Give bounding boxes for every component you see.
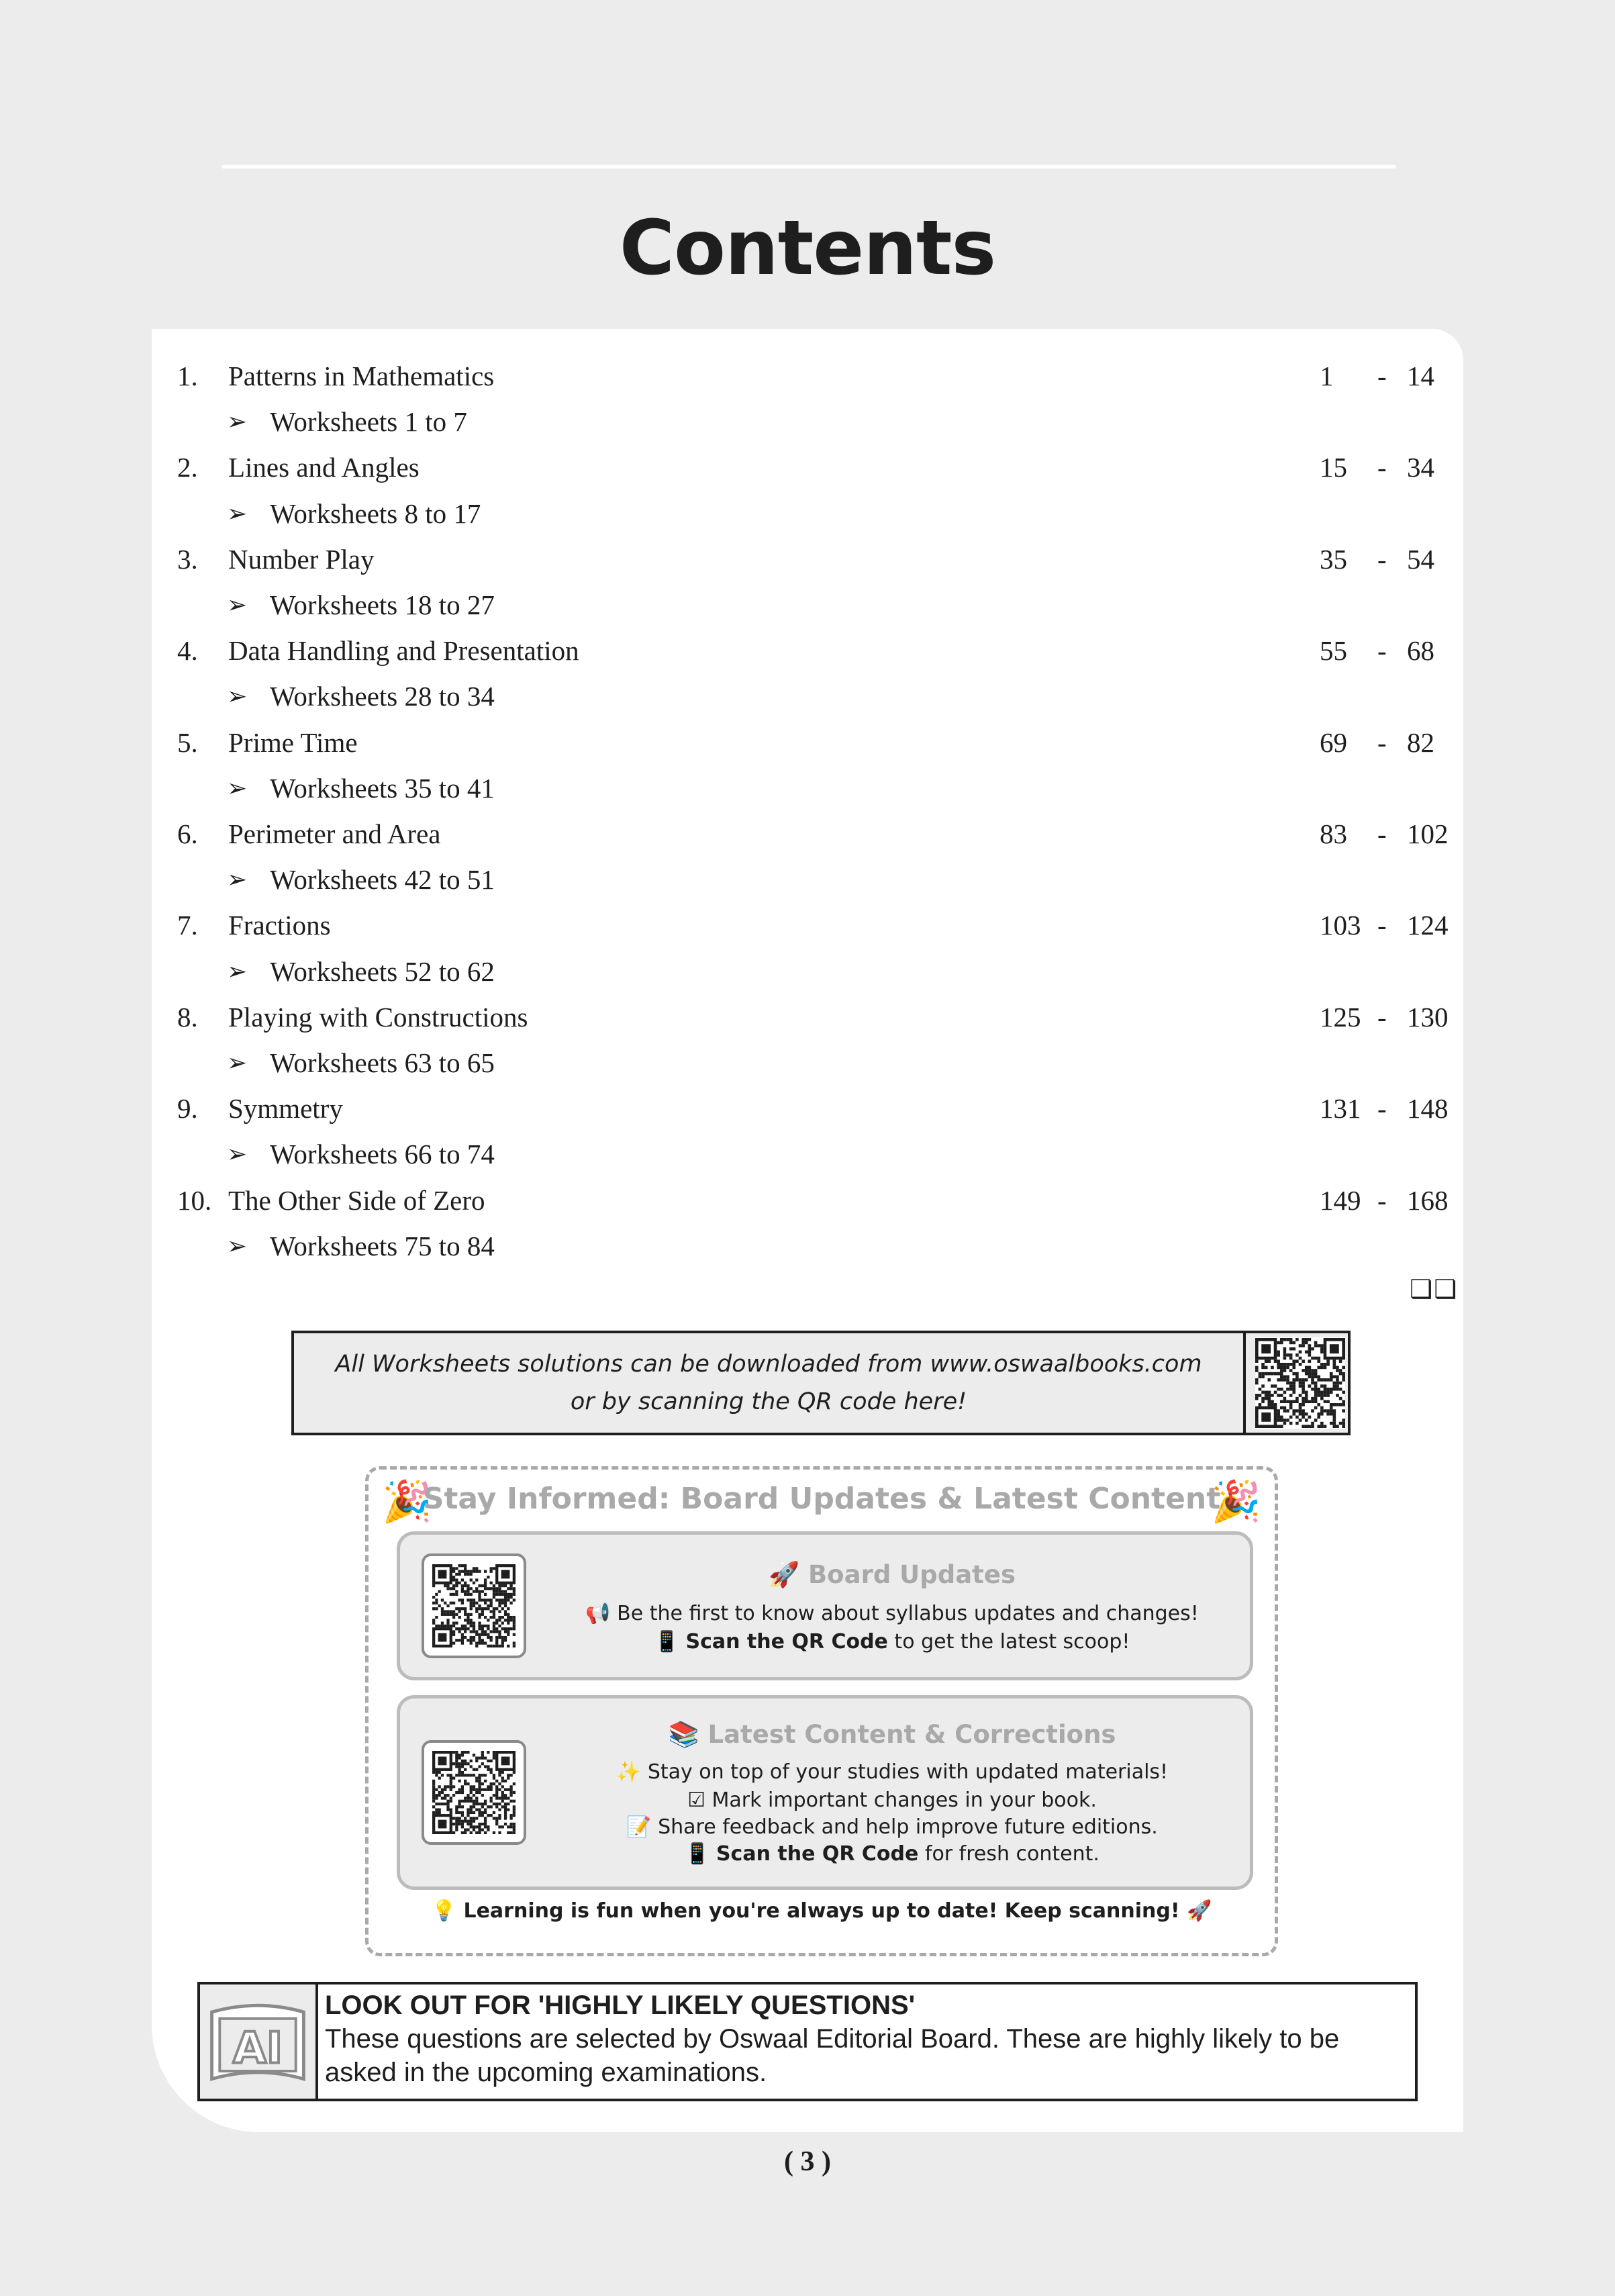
board-updates-heading: 🚀 Board Updates xyxy=(769,1560,1016,1589)
highly-likely-body: These questions are selected by Oswaal Editorial Board. These are highly likely to be asked in the upcoming examinations. xyxy=(325,2024,1340,2087)
worksheet-range: Worksheets 18 to 27 xyxy=(270,589,495,620)
worksheet-row[interactable] xyxy=(152,949,1463,994)
highly-likely-questions-box xyxy=(197,1982,1418,2101)
worksheet-range: Worksheets 1 to 7 xyxy=(270,406,467,438)
page-range-separator: - xyxy=(1377,635,1387,667)
chapter-title: Playing with Constructions xyxy=(228,1001,528,1033)
end-mark: ❏❏ xyxy=(1410,1274,1459,1304)
chapter-number: 9. xyxy=(177,1093,198,1125)
latest-content-heading: 📚 Latest Content & Corrections xyxy=(668,1720,1116,1749)
latest-content-line-3: 📝 Share feedback and help improve future editions. xyxy=(626,1815,1158,1839)
worksheet-row[interactable] xyxy=(152,582,1463,628)
megaphone-icon: 📢 xyxy=(585,1602,611,1625)
chapter-title: Fractions xyxy=(228,910,331,941)
chapter-number: 1. xyxy=(177,361,198,391)
page-to: 68 xyxy=(1407,635,1434,667)
worksheet-range: Worksheets 66 to 74 xyxy=(270,1139,495,1170)
page-range-separator: - xyxy=(1377,1093,1387,1125)
chapter-row[interactable] xyxy=(152,353,1463,399)
arrow-bullet-icon: ➢ xyxy=(227,774,248,802)
arrow-bullet-icon: ➢ xyxy=(227,866,248,894)
worksheet-range: Worksheets 8 to 17 xyxy=(270,497,481,529)
board-updates-qr-frame xyxy=(422,1553,526,1658)
page-from: 149 xyxy=(1320,1184,1361,1216)
worksheet-range: Worksheets 75 to 84 xyxy=(270,1230,495,1261)
worksheet-row[interactable] xyxy=(152,491,1463,536)
stay-informed-panel xyxy=(365,1466,1278,1956)
chapter-title: Symmetry xyxy=(228,1093,343,1125)
chapter-title: Patterns in Mathematics xyxy=(228,361,495,391)
page-to: 54 xyxy=(1407,543,1434,575)
phone-icon: 📱 xyxy=(654,1630,679,1654)
highly-likely-text xyxy=(325,1989,1410,2089)
worksheet-row[interactable] xyxy=(152,857,1463,902)
latest-content-line-2: ☑ Mark important changes in your book. xyxy=(687,1788,1097,1812)
chapter-number: 6. xyxy=(177,818,198,849)
chapter-number: 4. xyxy=(177,635,198,667)
board-updates-qr-code[interactable] xyxy=(432,1564,516,1647)
page-from: 69 xyxy=(1320,726,1347,758)
chapter-title: Perimeter and Area xyxy=(228,818,441,849)
page-to: 168 xyxy=(1407,1184,1449,1216)
svg-text:AI: AI xyxy=(233,2023,283,2074)
page-number: ( 3 ) xyxy=(784,2146,831,2177)
page-to: 148 xyxy=(1407,1093,1449,1125)
worksheet-range: Worksheets 28 to 34 xyxy=(270,681,495,712)
solutions-line-1: All Worksheets solutions can be downloaded from www.oswaalbooks.com xyxy=(335,1351,1202,1378)
worksheet-row[interactable] xyxy=(152,1223,1463,1269)
solutions-qr-code[interactable] xyxy=(1255,1337,1345,1429)
worksheet-row[interactable] xyxy=(152,399,1463,444)
page-range-separator: - xyxy=(1377,452,1387,483)
checkbox-icon: ☑ xyxy=(687,1788,705,1812)
chapter-row[interactable] xyxy=(152,994,1463,1040)
page-to: 14 xyxy=(1407,361,1434,391)
arrow-bullet-icon: ➢ xyxy=(227,499,248,527)
arrow-bullet-icon: ➢ xyxy=(227,1049,248,1076)
stay-informed-footer: 💡 Learning is fun when you're always up to date! Keep scanning! 🚀 xyxy=(431,1899,1212,1923)
page-from: 103 xyxy=(1320,910,1361,941)
worksheet-row[interactable] xyxy=(152,673,1463,719)
solutions-box xyxy=(291,1331,1351,1435)
latest-content-qr-code[interactable] xyxy=(432,1751,516,1834)
chapter-number: 2. xyxy=(177,452,198,483)
page-to: 130 xyxy=(1407,1001,1449,1033)
page-range-separator: - xyxy=(1377,1001,1387,1033)
top-divider xyxy=(222,165,1396,169)
page-range-separator: - xyxy=(1377,543,1387,575)
chapter-row[interactable] xyxy=(152,902,1463,948)
arrow-bullet-icon: ➢ xyxy=(227,683,248,710)
phone-icon: 📱 xyxy=(685,1842,710,1866)
page-to: 82 xyxy=(1407,726,1434,758)
books-icon: 📚 xyxy=(668,1720,699,1749)
page-to: 34 xyxy=(1407,452,1434,483)
page-range-separator: - xyxy=(1377,361,1387,391)
page-from: 35 xyxy=(1320,543,1347,575)
chapter-title: Number Play xyxy=(228,543,375,575)
board-updates-card xyxy=(397,1531,1253,1680)
chapter-number: 10. xyxy=(177,1184,212,1216)
page-range-separator: - xyxy=(1377,726,1387,758)
latest-content-qr-frame xyxy=(422,1740,526,1845)
arrow-bullet-icon: ➢ xyxy=(227,591,248,618)
contents-card xyxy=(152,329,1463,2132)
stay-informed-title: Stay Informed: Board Updates & Latest Content xyxy=(422,1482,1221,1516)
sparkle-icon: ✨ xyxy=(616,1760,642,1784)
chapter-number: 7. xyxy=(177,910,198,941)
arrow-bullet-icon: ➢ xyxy=(227,408,248,436)
party-popper-icon: 🎉 xyxy=(382,1480,432,1524)
rocket-icon: 🚀 xyxy=(1187,1899,1212,1923)
solutions-line-2: or by scanning the QR code here! xyxy=(570,1388,967,1415)
page-range-separator: - xyxy=(1377,818,1387,849)
page-to: 124 xyxy=(1407,910,1449,941)
worksheet-range: Worksheets 42 to 51 xyxy=(270,864,495,896)
arrow-bullet-icon: ➢ xyxy=(227,1141,248,1168)
lightbulb-icon: 💡 xyxy=(431,1899,456,1923)
worksheet-range: Worksheets 52 to 62 xyxy=(270,955,495,987)
worksheet-row[interactable] xyxy=(152,1040,1463,1086)
page-to: 102 xyxy=(1407,818,1449,849)
highly-likely-heading: LOOK OUT FOR 'HIGHLY LIKELY QUESTIONS' xyxy=(325,1991,916,2020)
chapter-row[interactable] xyxy=(152,628,1463,673)
chapter-title: Data Handling and Presentation xyxy=(228,635,579,667)
page-from: 15 xyxy=(1320,452,1347,483)
worksheet-range: Worksheets 35 to 41 xyxy=(270,772,495,804)
rocket-icon: 🚀 xyxy=(769,1560,800,1589)
chapter-number: 5. xyxy=(177,726,198,758)
page-from: 83 xyxy=(1320,818,1347,849)
page-from: 131 xyxy=(1320,1093,1361,1125)
worksheet-row[interactable] xyxy=(152,765,1463,811)
page-from: 125 xyxy=(1320,1001,1361,1033)
page-from: 55 xyxy=(1320,635,1347,667)
arrow-bullet-icon: ➢ xyxy=(227,1232,248,1259)
worksheet-row[interactable] xyxy=(152,1131,1463,1177)
chapter-row[interactable] xyxy=(152,811,1463,857)
chapter-row[interactable] xyxy=(152,720,1463,765)
ai-book-logo-icon xyxy=(200,1984,318,2099)
memo-icon: 📝 xyxy=(626,1815,652,1839)
latest-content-line-1: ✨ Stay on top of your studies with updated materials! xyxy=(616,1760,1169,1784)
arrow-bullet-icon: ➢ xyxy=(227,957,248,985)
board-updates-line-1: 📢 Be the first to know about syllabus updates and changes! xyxy=(585,1602,1199,1625)
chapter-row[interactable] xyxy=(152,444,1463,490)
page-range-separator: - xyxy=(1377,910,1387,941)
worksheet-range: Worksheets 63 to 65 xyxy=(270,1047,495,1078)
board-updates-line-2: 📱 Scan the QR Code to get the latest scoop! xyxy=(654,1630,1130,1654)
page-from: 1 xyxy=(1320,361,1334,391)
chapter-title: Prime Time xyxy=(228,726,358,758)
chapter-row[interactable] xyxy=(152,1086,1463,1131)
solutions-text xyxy=(294,1333,1246,1433)
chapter-title: The Other Side of Zero xyxy=(228,1184,485,1216)
page-range-separator: - xyxy=(1377,1184,1387,1216)
party-popper-icon: 🎉 xyxy=(1211,1480,1261,1524)
chapter-row[interactable] xyxy=(152,536,1463,582)
chapter-title: Lines and Angles xyxy=(228,452,420,483)
chapter-number: 8. xyxy=(177,1001,198,1033)
latest-content-line-4: 📱 Scan the QR Code for fresh content. xyxy=(685,1842,1099,1866)
latest-content-card xyxy=(397,1695,1253,1890)
chapter-number: 3. xyxy=(177,543,198,575)
chapter-row[interactable] xyxy=(152,1178,1463,1223)
page-title: Contents xyxy=(619,205,996,292)
